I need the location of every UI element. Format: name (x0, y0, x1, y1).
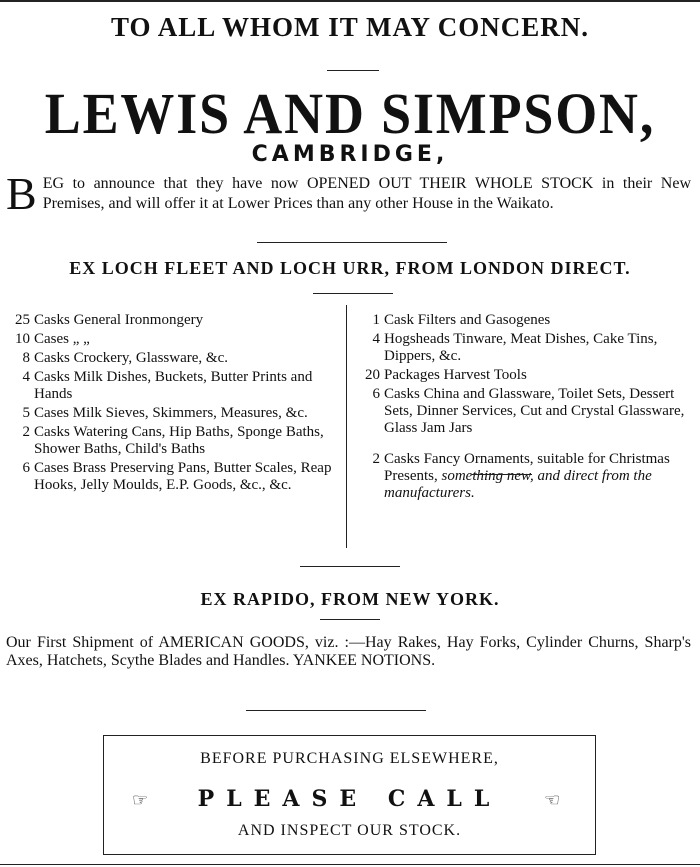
list-item: 2 Casks Watering Cans, Hip Baths, Sponge Baths, Shower Baths, Child's Baths (22, 424, 324, 457)
list-item: 20 Packages Harvest Tools (365, 367, 527, 383)
top-border (0, 0, 700, 4)
rule-2 (257, 242, 447, 243)
list-item: 1 Cask Filters and Gasogenes (372, 312, 551, 328)
left-column (4, 312, 339, 496)
list-item: 8 Casks Crockery, Glassware, &c. (22, 350, 228, 366)
list-item: 10 Cases „ „ (15, 331, 90, 347)
callout-line3: AND INSPECT OUR STOCK. (237, 822, 462, 839)
section2-heading: EX RAPIDO, FROM NEW YORK. (200, 589, 500, 609)
callout-line2: PLEASE CALL (197, 786, 502, 812)
list-item: 6 Cases Brass Preserving Pans, Butter Scales, Reap Hooks, Jelly Moulds, E.P. Goods, &c., &c. (22, 460, 332, 493)
dropcap: B (6, 168, 37, 219)
callout-line1: BEFORE PURCHASING ELSEWHERE, (200, 750, 499, 767)
rule-1 (327, 70, 379, 71)
bottom-border (0, 864, 700, 865)
list-item: 4 Hogsheads Tinware, Meat Dishes, Cake Tins, Dippers, &c. (372, 331, 658, 364)
rule-6 (246, 710, 426, 711)
list-item: 6 Casks China and Glassware, Toilet Sets, Dessert Sets, Dinner Services, Cut and Crystal Glassware, Glass Jam Jars (372, 386, 685, 436)
firm-name: LEWIS AND SIMPSON, (44, 81, 656, 146)
rule-5 (320, 619, 380, 620)
list-item: 4 Casks Milk Dishes, Buckets, Butter Prints and Hands (22, 369, 313, 402)
pointing-hand-right-icon: ☞ (132, 790, 149, 810)
notice-title: TO ALL WHOM IT MAY CONCERN. (110, 12, 590, 42)
rule-inner (472, 474, 532, 475)
intro-text: EG to announce that they have now OPENED OUT THEIR WHOLE STOCK in their New Premises, and will offer it at Lower Prices than any other House in the Waikato. (42, 175, 691, 212)
column-divider (346, 305, 347, 548)
american-goods-paragraph: Our First Shipment of AMERICAN GOODS, viz. :—Hay Rakes, Hay Forks, Cylinder Churns, Sharp's Axes, Hatchets, Scythe Blades and Handles. YANKEE NOTIONS. (6, 634, 691, 669)
intro-paragraph (6, 168, 691, 219)
rule-3 (313, 293, 393, 294)
call-to-action-box (103, 735, 596, 855)
list-item: 5 Cases Milk Sieves, Skimmers, Measures, &c. (22, 405, 308, 421)
town-name: CAMBRIDGE, (251, 142, 449, 167)
list-item-ornaments: 2 Casks Fancy Ornaments, suitable for Christmas Presents, something new, and direct from the manufacturers. (372, 451, 670, 501)
right-column (354, 312, 689, 504)
list-item: 25 Casks General Ironmongery (15, 312, 204, 328)
section1-heading: EX LOCH FLEET AND LOCH URR, FROM LONDON DIRECT. (69, 258, 631, 278)
pointing-hand-left-icon: ☜ (544, 790, 561, 810)
rule-4 (300, 566, 400, 567)
